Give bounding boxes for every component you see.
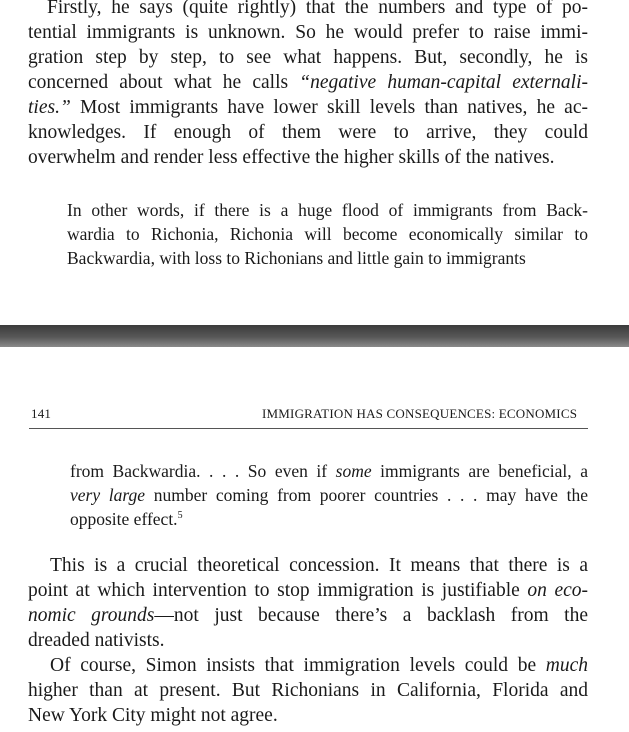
text-span: immigrants are beneficial, a (371, 461, 588, 481)
footnote-marker: 5 (177, 510, 183, 522)
block-quote-line: Backwardia, with loss to Richonians and little gain to immigrants (67, 248, 526, 268)
text-line: higher than at present. But Richonians in California, Florida and (28, 680, 588, 701)
text-line: New York City might not agree. (28, 705, 278, 726)
text-line: Firstly, he says (quite rightly) that the numbers and type of po- (47, 0, 588, 18)
text-span: from Backwardia. . . . So even if (70, 461, 336, 481)
text-span: Most immigrants have lower skill levels than natives, he ac- (70, 97, 588, 118)
header-rule (29, 428, 588, 429)
text-line: overwhelm and render less effective the higher skills of the natives. (28, 147, 555, 168)
emphasis: some (335, 461, 372, 481)
text-span: —not just because there’s a backlash from the (154, 605, 588, 626)
text-line (50, 653, 588, 678)
text-line: dreaded nativists. (28, 630, 165, 651)
running-head: IMMIGRATION HAS CONSEQUENCES: ECONOMICS (262, 406, 578, 421)
text-line: gration step by step, to see what happens. But, secondly, he is (28, 47, 588, 68)
text-span: concerned about what he calls (28, 72, 300, 93)
emphasis: much (545, 655, 588, 676)
block-quote-line: In other words, if there is a huge flood of immigrants from Back- (67, 200, 588, 220)
page-separator (0, 325, 629, 347)
text-line: This is a crucial theoretical concession. It means that there is a (50, 555, 588, 576)
text-line (28, 95, 588, 120)
text-line (28, 603, 588, 628)
quoted-term: “negative human-capital externali- (299, 72, 589, 93)
block-quote-line (70, 483, 588, 507)
page-number: 141 (31, 406, 52, 421)
text-span: opposite effect. (70, 509, 178, 529)
top-page-fragment (0, 0, 629, 325)
text-line: tential immigrants is unknown. So he would prefer to raise immi- (28, 22, 588, 43)
text-span: Of course, Simon insists that immigration levels could be (50, 655, 546, 676)
quoted-term-end: ties.” (28, 97, 71, 118)
emphasis: very large (70, 485, 146, 505)
block-quote-line (70, 459, 588, 483)
text-line (28, 578, 588, 603)
bottom-page (0, 347, 629, 732)
block-quote-line: wardia to Richonia, Richonia will become economically similar to (67, 224, 588, 244)
emphasis: nomic grounds (28, 605, 155, 626)
text-span: number coming from poorer countries . . . may have the (145, 485, 588, 505)
text-span: point at which intervention to stop immigration is justifiable (28, 580, 528, 601)
text-line: knowledges. If enough of them were to arrive, they could (28, 122, 588, 143)
block-quote-line (70, 507, 588, 531)
text-line (28, 70, 588, 95)
emphasis: on eco- (527, 580, 588, 601)
